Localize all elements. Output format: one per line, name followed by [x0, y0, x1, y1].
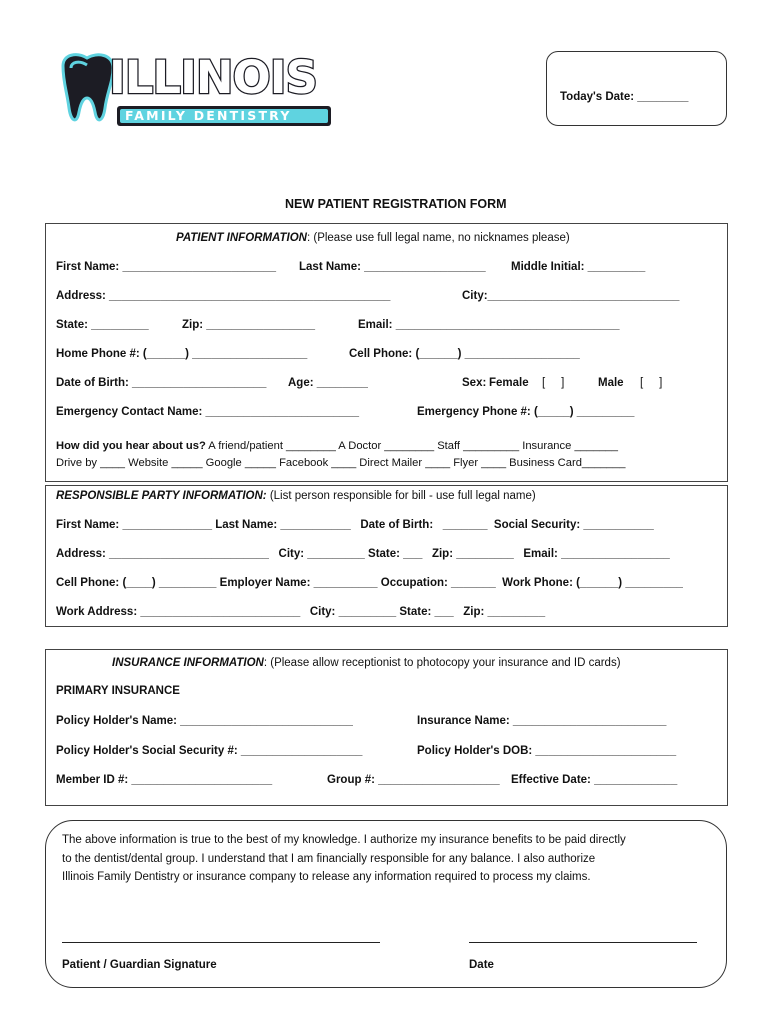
- insurance-section: [45, 649, 728, 806]
- logo-subtitle: FAMILY DENTISTRY: [125, 108, 292, 123]
- authorization-text-2: to the dentist/dental group. I understand that I am financially responsible for any balance. I also authorize: [62, 853, 596, 865]
- authorization-text-3: Illinois Family Dentistry or insurance company to release any information required to process my claims.: [62, 871, 591, 883]
- policy-holder-ssn-field[interactable]: Policy Holder's Social Security #: ___________________: [56, 745, 363, 757]
- home-phone-field[interactable]: Home Phone #: (______) __________________: [56, 348, 308, 360]
- clinic-logo: [57, 52, 339, 128]
- date-line[interactable]: [469, 942, 697, 943]
- referral-source-line-1[interactable]: How did you hear about us? A friend/patient ________ A Doctor ________ Staff _________ Insurance _______: [56, 440, 619, 452]
- signature-line[interactable]: [62, 942, 380, 943]
- group-number-field[interactable]: Group #: ___________________: [327, 774, 500, 786]
- responsible-row-name[interactable]: First Name: ______________ Last Name: ___________ Date of Birth: _______ Social Security: ___________: [56, 519, 654, 531]
- sex-female-checkbox[interactable]: [ ]: [542, 377, 565, 389]
- responsible-row-address[interactable]: Address: _________________________ City: _________ State: ___ Zip: _________ Email: _________________: [56, 548, 670, 560]
- referral-source-line-2[interactable]: Drive by ____ Website _____ Google _____ Facebook ____ Direct Mailer ____ Flyer ____ Business Card_______: [56, 457, 626, 469]
- zip-field[interactable]: Zip: _________________: [182, 319, 315, 331]
- todays-date-field[interactable]: Today's Date: ________: [560, 91, 689, 103]
- effective-date-field[interactable]: Effective Date: _____________: [511, 774, 678, 786]
- responsible-row-work-address[interactable]: Work Address: _________________________ City: _________ State: ___ Zip: _________: [56, 606, 546, 618]
- page-title: NEW PATIENT REGISTRATION FORM: [285, 197, 507, 211]
- insurance-name-field[interactable]: Insurance Name: ________________________: [417, 715, 667, 727]
- email-field[interactable]: Email: ___________________________________: [358, 319, 620, 331]
- policy-holder-name-field[interactable]: Policy Holder's Name: ___________________________: [56, 715, 353, 727]
- responsible-row-employment[interactable]: Cell Phone: (____) _________ Employer Name: __________ Occupation: _______ Work Phone: (______) _________: [56, 577, 683, 589]
- date-label: Date: [469, 959, 494, 971]
- last-name-field[interactable]: Last Name: ___________________: [299, 261, 486, 273]
- sex-male-checkbox[interactable]: [ ]: [640, 377, 663, 389]
- cell-phone-field[interactable]: Cell Phone: (______) __________________: [349, 348, 580, 360]
- date-of-birth-field[interactable]: Date of Birth: _____________________: [56, 377, 267, 389]
- sex-label: Sex:: [462, 377, 487, 389]
- authorization-text-1: The above information is true to the best of my knowledge. I authorize my insurance benefits to be paid directly: [62, 834, 626, 846]
- city-field[interactable]: City:______________________________: [462, 290, 680, 302]
- policy-holder-dob-field[interactable]: Policy Holder's DOB: ______________________: [417, 745, 677, 757]
- signature-label: Patient / Guardian Signature: [62, 959, 217, 971]
- address-field[interactable]: Address: ____________________________________________: [56, 290, 391, 302]
- insurance-heading: INSURANCE INFORMATION: (Please allow receptionist to photocopy your insurance and ID cards): [112, 657, 621, 669]
- first-name-field[interactable]: First Name: ________________________: [56, 261, 276, 273]
- primary-insurance-label: PRIMARY INSURANCE: [56, 685, 180, 697]
- state-field[interactable]: State: _________: [56, 319, 149, 331]
- patient-heading: PATIENT INFORMATION: (Please use full legal name, no nicknames please): [176, 232, 570, 244]
- middle-initial-field[interactable]: Middle Initial: _________: [511, 261, 646, 273]
- emergency-contact-name-field[interactable]: Emergency Contact Name: ________________________: [56, 406, 360, 418]
- emergency-phone-field[interactable]: Emergency Phone #: (_____) _________: [417, 406, 635, 418]
- todays-date-box: [546, 51, 727, 126]
- member-id-field[interactable]: Member ID #: ______________________: [56, 774, 273, 786]
- logo-brand: ILLINOIS: [109, 51, 317, 104]
- age-field[interactable]: Age: ________: [288, 377, 368, 389]
- patient-information-section: [45, 223, 728, 482]
- sex-female-label: Female: [489, 377, 529, 389]
- sex-male-label: Male: [598, 377, 624, 389]
- responsible-heading: RESPONSIBLE PARTY INFORMATION: (List person responsible for bill - use full legal name): [56, 490, 536, 502]
- responsible-party-section: [45, 485, 728, 627]
